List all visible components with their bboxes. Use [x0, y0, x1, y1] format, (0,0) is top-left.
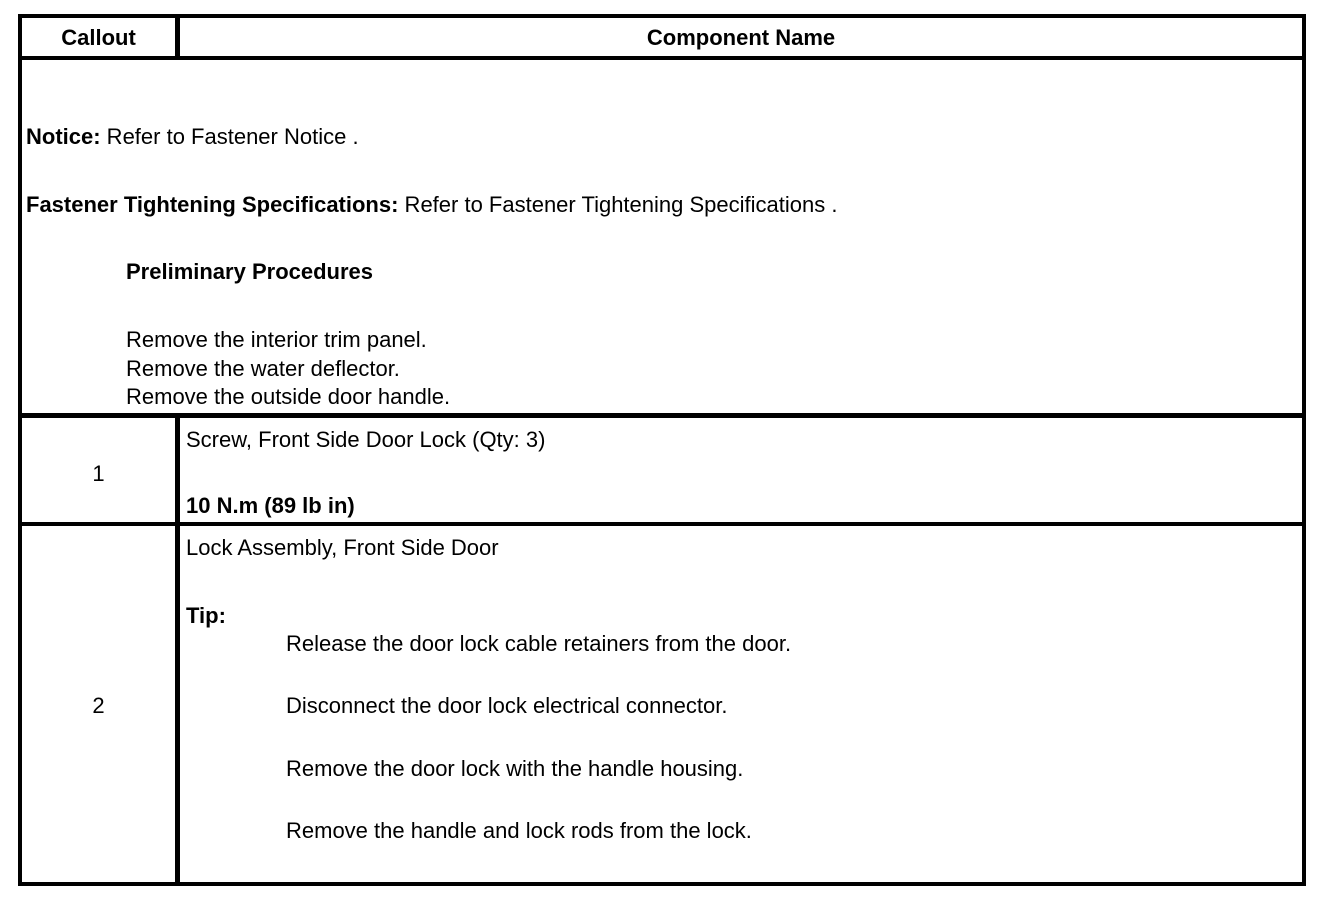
notice-text: Refer to Fastener Notice .: [100, 124, 359, 149]
preliminary-step: Remove the interior trim panel.: [126, 327, 427, 352]
row-2-tip-label: Tip:: [186, 603, 226, 628]
preliminary-step: Remove the outside door handle.: [126, 384, 451, 409]
row-2-tip: Disconnect the door lock electrical connector.: [286, 693, 728, 718]
row-2-tip: Release the door lock cable retainers from the door.: [286, 631, 792, 656]
row-1-torque: 10 N.m (89 lb in): [186, 493, 355, 518]
fastener-spec-label: Fastener Tightening Specifications:: [26, 192, 399, 217]
header-divider: [18, 56, 1306, 60]
preliminary-procedures-title: Preliminary Procedures: [126, 259, 374, 284]
notice-label: Notice:: [26, 124, 101, 149]
row-2-component-name: Lock Assembly, Front Side Door: [186, 535, 499, 560]
notice-line: [26, 126, 359, 148]
header-callout: Callout: [61, 25, 136, 50]
row-1-component-name: Screw, Front Side Door Lock (Qty: 3): [186, 427, 546, 452]
preliminary-step: Remove the water deflector.: [126, 356, 400, 381]
table-border-bottom: [18, 882, 1306, 886]
fastener-spec-line: [26, 194, 837, 216]
column-divider-rows: [175, 415, 180, 885]
row-2-callout: 2: [92, 693, 105, 718]
row-2-tip: Remove the door lock with the handle housing.: [286, 756, 744, 781]
row-divider: [18, 522, 1306, 526]
header-component-name: Component Name: [646, 25, 836, 50]
table-border-top: [18, 14, 1306, 18]
table-border-left: [18, 14, 22, 886]
row-1-callout: 1: [92, 461, 105, 486]
row-2-tip: Remove the handle and lock rods from the lock.: [286, 818, 752, 843]
fastener-spec-text: Refer to Fastener Tightening Specifications .: [398, 192, 838, 217]
table-border-right: [1302, 14, 1306, 886]
intro-divider: [18, 413, 1306, 418]
